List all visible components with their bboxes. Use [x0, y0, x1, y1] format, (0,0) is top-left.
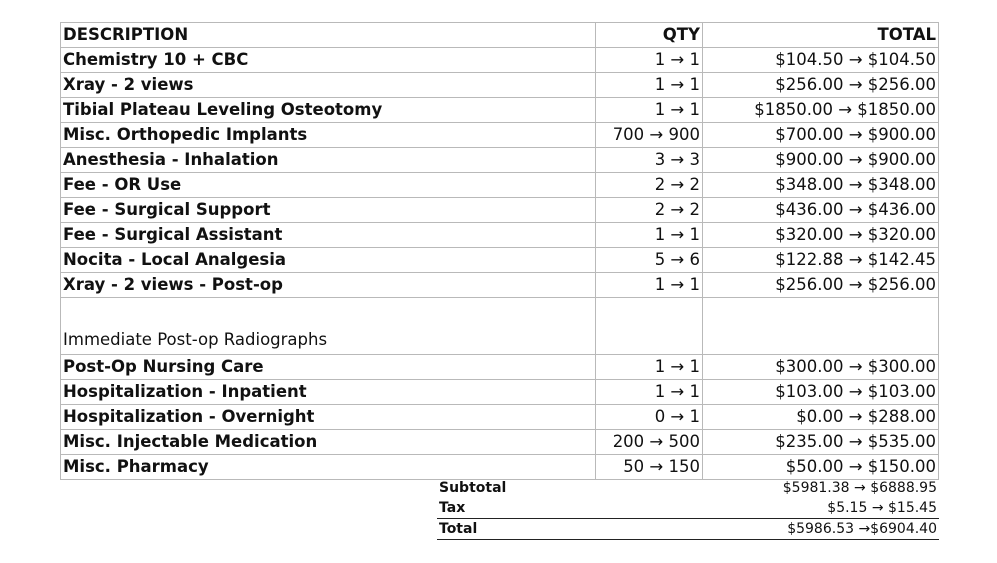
table-row: [61, 223, 939, 248]
table-row: [61, 173, 939, 198]
total-label: Total: [437, 519, 687, 540]
item-total: $256.00 → $256.00: [703, 273, 939, 298]
item-total: $0.00 → $288.00: [703, 405, 939, 430]
empty-cell: [703, 298, 939, 355]
table-row: [61, 273, 939, 298]
item-qty: 3 → 3: [596, 148, 703, 173]
item-description: Misc. Injectable Medication: [61, 430, 596, 455]
item-total: $1850.00 → $1850.00: [703, 98, 939, 123]
subtotal-label: Subtotal: [439, 480, 507, 496]
item-description: Xray - 2 views - Post-op: [61, 273, 596, 298]
item-total: $122.88 → $142.45: [703, 248, 939, 273]
section-note: Immediate Post-op Radiographs: [61, 298, 596, 355]
table-row: [61, 355, 939, 380]
item-total: $256.00 → $256.00: [703, 73, 939, 98]
total-header: TOTAL: [703, 23, 939, 48]
description-header: DESCRIPTION: [61, 23, 596, 48]
item-description: Fee - Surgical Support: [61, 198, 596, 223]
table-row: [61, 73, 939, 98]
item-description: Fee - Surgical Assistant: [61, 223, 596, 248]
item-description: Hospitalization - Inpatient: [61, 380, 596, 405]
item-total: $300.00 → $300.00: [703, 355, 939, 380]
invoice-items-table: [60, 22, 939, 480]
totals-summary: [437, 478, 939, 540]
item-qty: 5 → 6: [596, 248, 703, 273]
item-qty: 1 → 1: [596, 355, 703, 380]
table-row: [61, 248, 939, 273]
item-description: Misc. Pharmacy: [61, 455, 596, 480]
empty-cell: [596, 298, 703, 355]
item-total: $320.00 → $320.00: [703, 223, 939, 248]
item-qty: 0 → 1: [596, 405, 703, 430]
table-row: [61, 48, 939, 73]
item-description: Chemistry 10 + CBC: [61, 48, 596, 73]
tax-value: $5.15 → $15.45: [827, 500, 937, 516]
item-total: $348.00 → $348.00: [703, 173, 939, 198]
item-total: $235.00 → $535.00: [703, 430, 939, 455]
item-total: $436.00 → $436.00: [703, 198, 939, 223]
grand-total-row: [437, 519, 939, 540]
subtotal-value: $5981.38 → $6888.95: [782, 480, 937, 496]
item-description: Tibial Plateau Leveling Osteotomy: [61, 98, 596, 123]
item-total: $103.00 → $103.00: [703, 380, 939, 405]
item-total: $900.00 → $900.00: [703, 148, 939, 173]
table-row: [61, 430, 939, 455]
section-note-row: [61, 298, 939, 355]
item-description: Xray - 2 views: [61, 73, 596, 98]
table-row: [61, 198, 939, 223]
table-row: [61, 405, 939, 430]
item-total: $104.50 → $104.50: [703, 48, 939, 73]
item-description: Nocita - Local Analgesia: [61, 248, 596, 273]
item-total: $50.00 → $150.00: [703, 455, 939, 480]
item-description: Hospitalization - Overnight: [61, 405, 596, 430]
total-value: $5986.53 →$6904.40: [687, 519, 939, 540]
item-description: Post-Op Nursing Care: [61, 355, 596, 380]
item-description: Anesthesia - Inhalation: [61, 148, 596, 173]
tax-row: [437, 498, 939, 519]
item-description: Misc. Orthopedic Implants: [61, 123, 596, 148]
table-row: [61, 123, 939, 148]
item-qty: 1 → 1: [596, 48, 703, 73]
header-row: [61, 23, 939, 48]
item-qty: 1 → 1: [596, 73, 703, 98]
table-row: [61, 148, 939, 173]
tax-label: Tax: [439, 500, 466, 516]
item-qty: 200 → 500: [596, 430, 703, 455]
item-description: Fee - OR Use: [61, 173, 596, 198]
item-qty: 1 → 1: [596, 273, 703, 298]
item-qty: 50 → 150: [596, 455, 703, 480]
item-qty: 700 → 900: [596, 123, 703, 148]
item-qty: 1 → 1: [596, 223, 703, 248]
item-qty: 1 → 1: [596, 98, 703, 123]
table-row: [61, 98, 939, 123]
subtotal-row: [437, 478, 939, 498]
item-qty: 2 → 2: [596, 173, 703, 198]
item-qty: 1 → 1: [596, 380, 703, 405]
item-qty: 2 → 2: [596, 198, 703, 223]
qty-header: QTY: [596, 23, 703, 48]
table-row: [61, 455, 939, 480]
table-row: [61, 380, 939, 405]
item-total: $700.00 → $900.00: [703, 123, 939, 148]
